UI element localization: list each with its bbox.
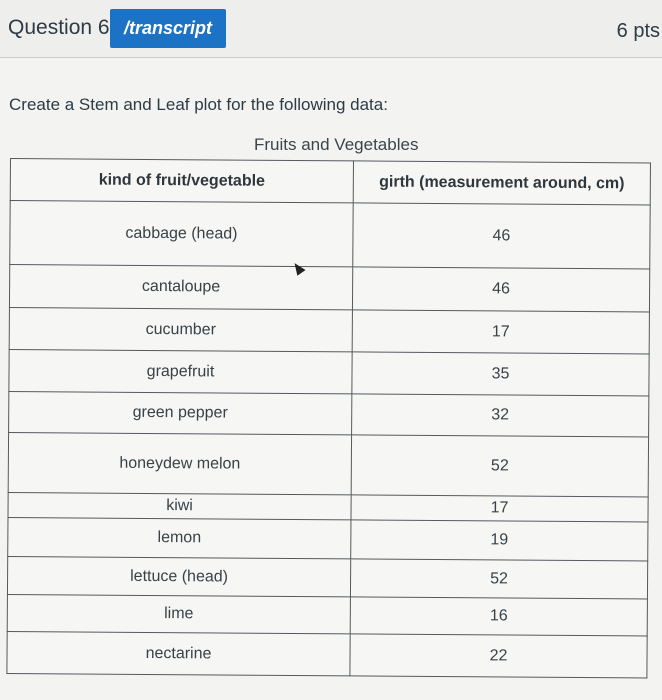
item-cell: nectarine <box>7 631 350 675</box>
girth-cell: 46 <box>352 267 649 312</box>
table-row <box>9 391 649 436</box>
table-row <box>7 631 647 677</box>
question-prompt: Create a Stem and Leaf plot for the following data: <box>9 95 388 114</box>
table-row <box>8 432 648 496</box>
table-row <box>9 265 649 312</box>
girth-cell: 52 <box>351 435 648 497</box>
item-cell: green pepper <box>9 391 352 434</box>
item-cell: lemon <box>8 517 351 558</box>
item-cell: lime <box>7 594 350 633</box>
girth-cell: 17 <box>352 310 649 354</box>
table-row <box>10 201 650 269</box>
girth-cell: 19 <box>351 520 648 561</box>
item-cell: cucumber <box>9 307 352 351</box>
item-cell: grapefruit <box>9 349 352 393</box>
table-caption: Fruits and Vegetables <box>254 135 419 154</box>
item-cell: cabbage (head) <box>10 201 353 267</box>
item-cell: honeydew melon <box>8 432 351 494</box>
girth-cell: 35 <box>352 352 649 396</box>
girth-cell: 46 <box>353 203 650 269</box>
transcript-button[interactable]: /transcript <box>110 9 226 48</box>
question-title: Question 6 <box>8 16 110 39</box>
item-cell: cantaloupe <box>9 265 352 310</box>
girth-cell: 22 <box>350 634 647 678</box>
table-row <box>7 594 647 635</box>
table-row <box>7 556 647 598</box>
table-row <box>9 349 649 395</box>
girth-cell: 16 <box>350 597 647 636</box>
column-header-girth: girth (measurement around, cm) <box>353 161 650 205</box>
table-header-row <box>10 159 650 205</box>
column-header-kind: kind of fruit/vegetable <box>10 159 353 203</box>
item-cell: kiwi <box>8 492 351 519</box>
question-header <box>0 0 662 58</box>
table-row <box>8 517 648 560</box>
fruits-vegetables-table <box>6 158 651 678</box>
item-cell: lettuce (head) <box>7 556 350 596</box>
question-points: 6 pts <box>616 20 660 42</box>
girth-cell: 32 <box>352 394 649 437</box>
girth-cell: 52 <box>350 559 647 599</box>
girth-cell: 17 <box>351 495 648 522</box>
table-row <box>9 307 649 353</box>
